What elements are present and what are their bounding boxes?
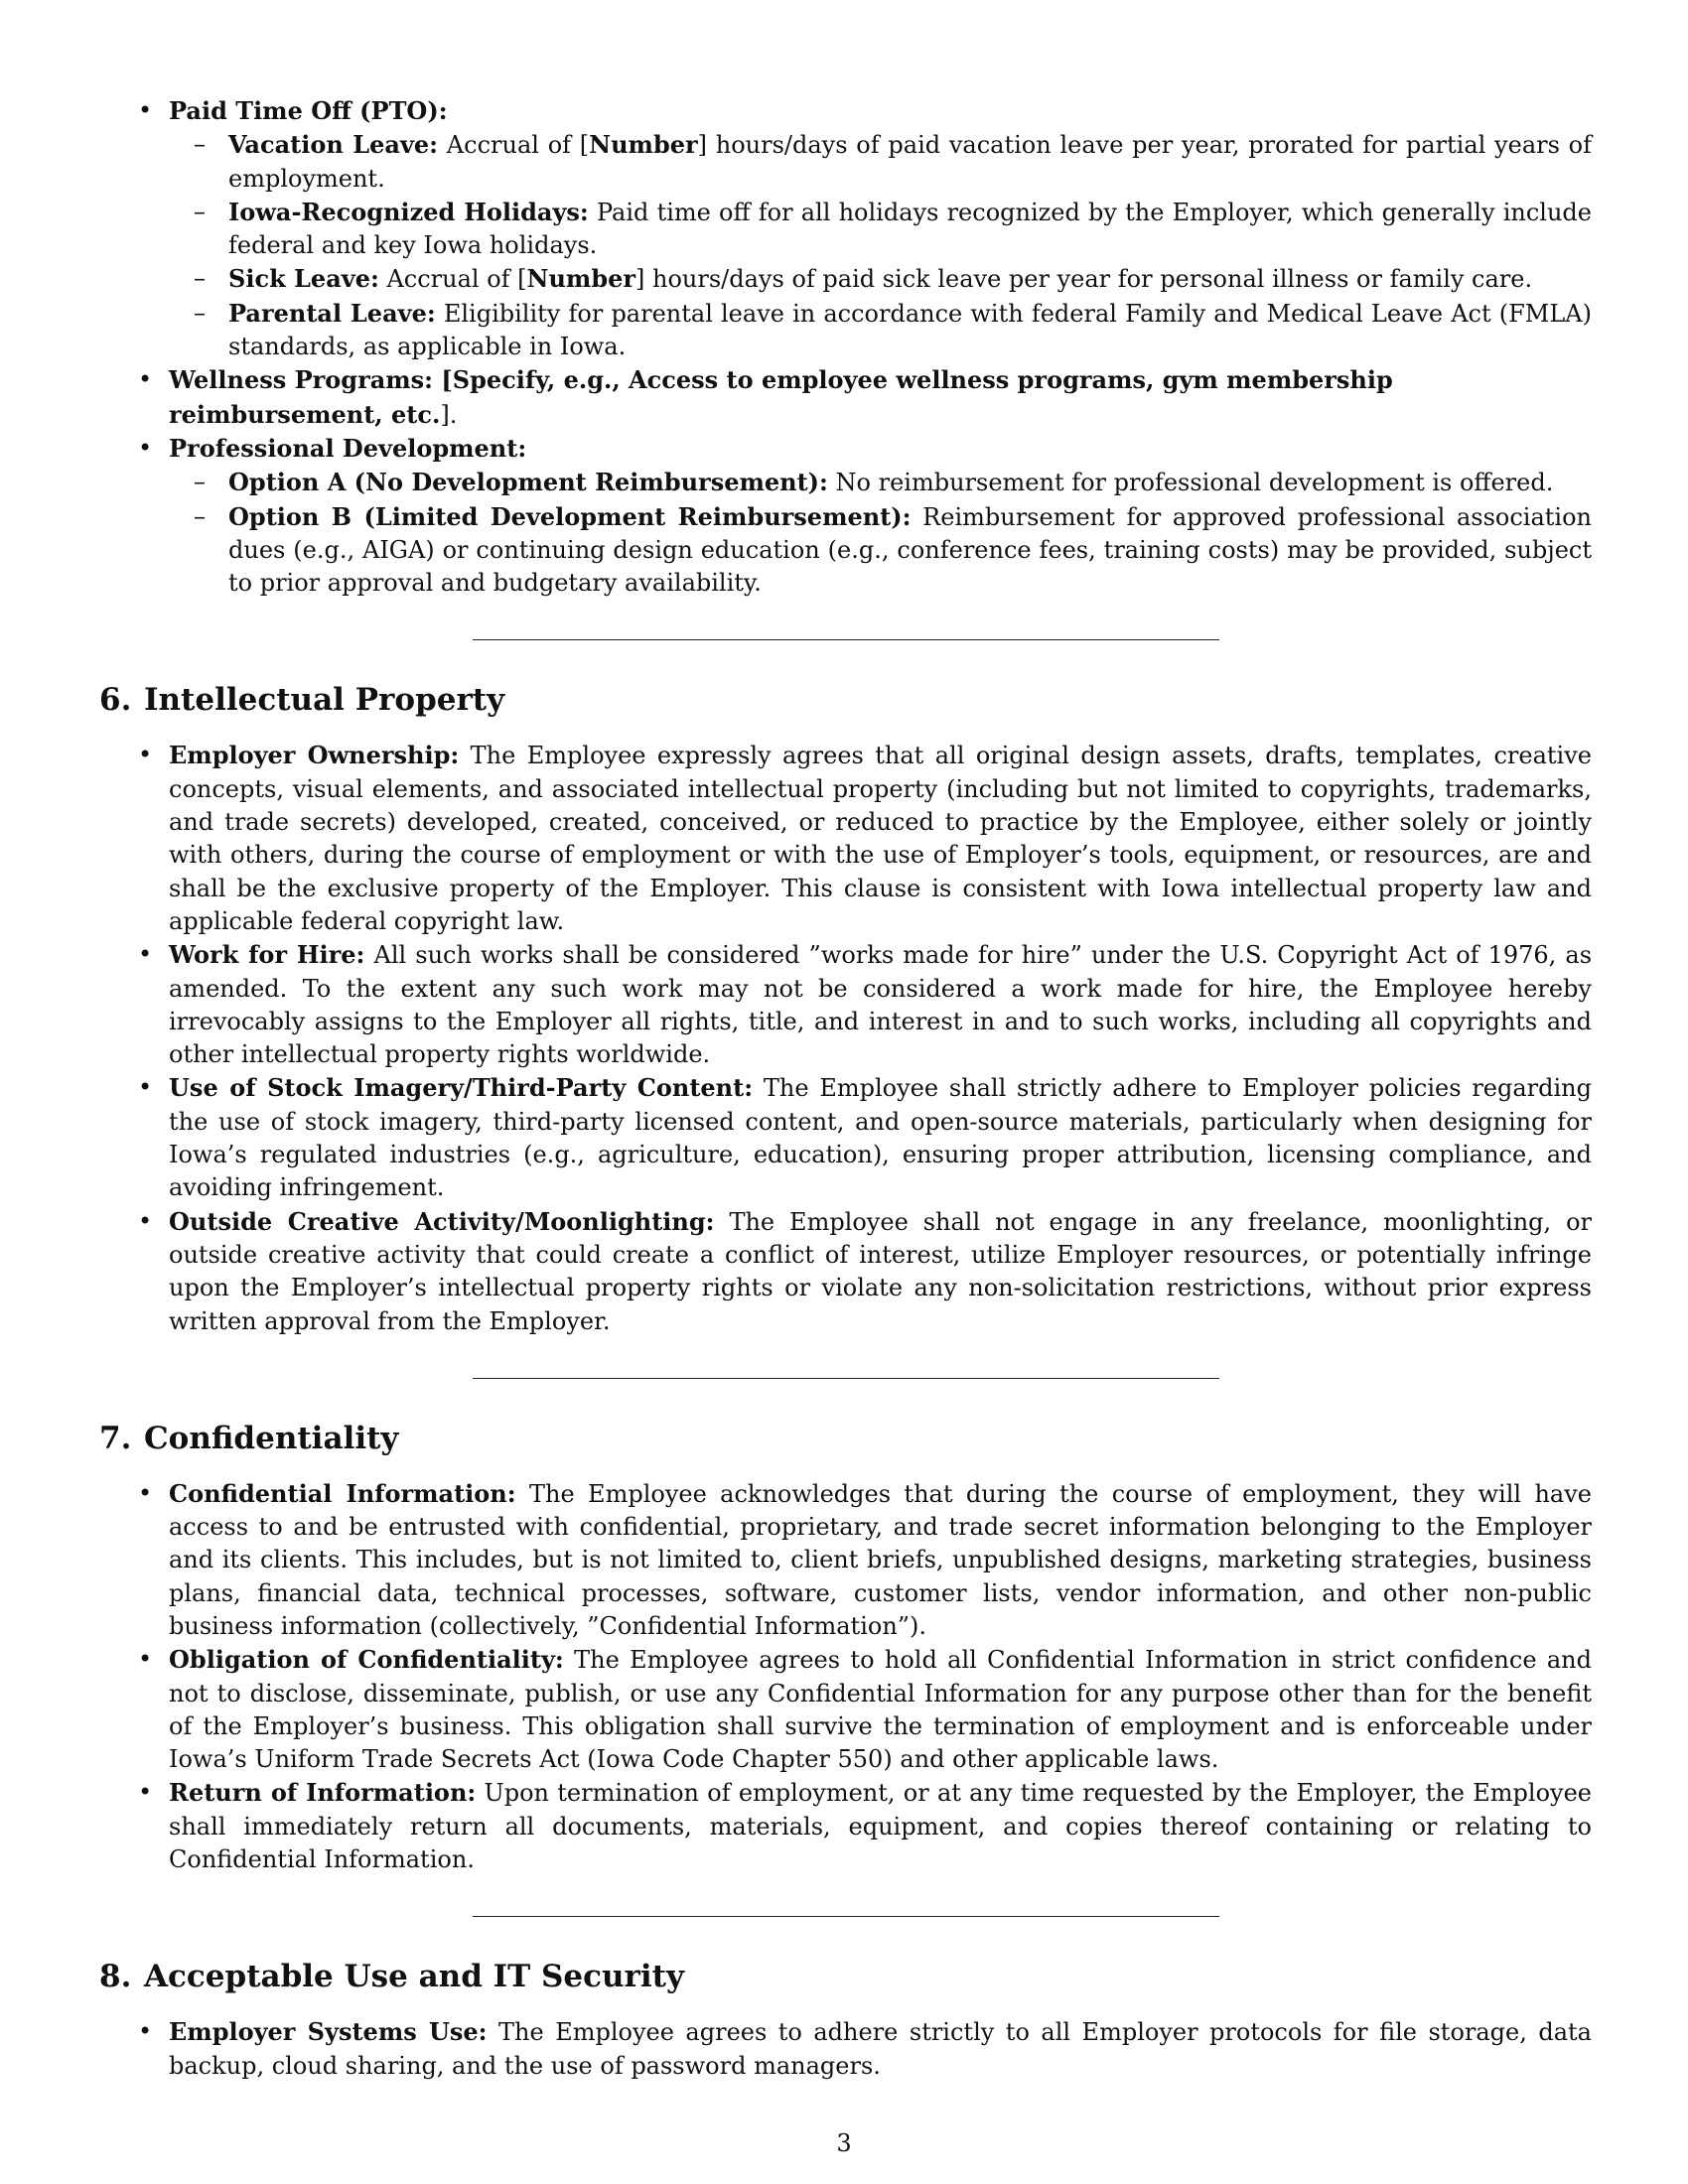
item-label: Option A (No Development Reimbursement): <box>228 468 828 497</box>
item-label: Confidential Information: <box>169 1478 516 1508</box>
item-text: Reimbursement for approved professional association dues (e.g., AIGA) or continuing design education (e.g., conference fees, training costs) may be provided, subject to prior approval and budgetary availability. <box>228 502 1592 598</box>
item-text: The Employee shall strictly adhere to Employer policies regarding the use of stock imagery, third-party licensed content, and open-source materials, particularly when designing for Iowa’s regulated industries (e.g., agriculture, education), ensuring proper attribution, licensing compliance, and avoiding infringement. <box>169 1074 1592 1202</box>
item-label: Iowa-Recognized Holidays: <box>228 197 589 226</box>
section-title: Acceptable Use and IT Security <box>144 1959 684 1995</box>
item-label: Option B (Limited Development Reimbursement): <box>228 501 912 531</box>
item-label: Employer Systems Use: <box>169 2017 488 2047</box>
list-item-holidays <box>169 196 1592 263</box>
placeholder-text: Specify, e.g., Access to employee wellness programs, gym membership reimbursement, etc. <box>169 365 1393 429</box>
list-item-professional-development <box>99 432 1592 600</box>
item-label: Vacation Leave: <box>228 130 439 160</box>
list-item-sick-leave <box>169 262 1592 296</box>
list-item-pto <box>99 94 1592 363</box>
item-label: Professional Development: <box>169 433 527 463</box>
item-text: All such works shall be considered ”works made for hire” under the U.S. Copyright Act of 1976, as amended. To the extent any such work may not be considered a work made for hire, the Employee hereby irrevocably assigns to the Employer all rights, title, and interest in and to such works, including all copyrights and other intellectual property rights worldwide. <box>169 941 1593 1069</box>
list-item <box>99 1071 1592 1204</box>
list-item <box>99 739 1592 938</box>
list-item <box>99 938 1592 1071</box>
section-title: Confidentiality <box>144 1420 399 1456</box>
page-content <box>99 94 1592 2083</box>
section-heading <box>99 1957 1592 1996</box>
item-text: ]. <box>440 400 458 429</box>
item-text: The Employee shall not engage in any freelance, moonlighting, or outside creative activity that could create a conflict of interest, utilize Employer resources, or potentially infringe upon the Employer’s intellectual property rights or violate any non-solicitation restrictions, without prior express written approval from the Employer. <box>169 1207 1593 1335</box>
item-text: Accrual of [ <box>378 265 527 294</box>
item-text: Accrual of [ <box>438 131 590 160</box>
placeholder-text: Number <box>526 264 636 294</box>
item-text: Paid time off for all holidays recognized by the Employer, which generally include federal and key Iowa holidays. <box>228 198 1592 260</box>
item-text: The Employee agrees to adhere strictly to all Employer protocols for file storage, data backup, cloud sharing, and the use of password managers. <box>169 2018 1592 2080</box>
pto-sublist <box>169 128 1592 363</box>
list-item-option-a <box>169 466 1592 499</box>
list-item-option-b <box>169 500 1592 601</box>
list-item <box>99 1477 1592 1643</box>
item-label: Outside Creative Activity/Moonlighting: <box>169 1206 715 1236</box>
list-item <box>99 1776 1592 1876</box>
item-label: Use of Stock Imagery/Third-Party Content: <box>169 1073 754 1103</box>
section-number: 7. <box>99 1420 132 1456</box>
item-label: Parental Leave: <box>228 298 436 328</box>
section-number: 8. <box>99 1959 132 1995</box>
list-item <box>99 2015 1592 2083</box>
item-text: The Employee expressly agrees that all original design assets, drafts, templates, creative concepts, visual elements, and associated intellectual property (including but not limited to copyrights, trademarks, and trade secrets) developed, created, conceived, or reduced to practice by the Employee, either solely or jointly with others, during the course of employment or with the use of Employer’s tools, equipment, or resources, are and shall be the exclusive property of the Employer. This clause is consistent with Iowa intellectual property law and applicable federal copyright law. <box>169 742 1592 935</box>
section-heading <box>99 680 1592 720</box>
item-text: [ <box>433 365 453 395</box>
list-item <box>99 1205 1592 1338</box>
section-divider <box>473 639 1219 640</box>
section6-list <box>99 739 1592 1337</box>
list-item-vacation <box>169 128 1592 196</box>
placeholder-text: Number <box>589 130 698 160</box>
item-text: ] hours/days of paid sick leave per year for personal illness or family care. <box>635 265 1533 294</box>
section-divider <box>473 1378 1219 1379</box>
page-number: 3 <box>836 2129 852 2157</box>
item-label: Wellness Programs: <box>169 365 434 395</box>
list-item-wellness <box>99 363 1592 432</box>
item-text: ] hours/days of paid vacation leave per year, prorated for partial years of employment. <box>228 131 1593 193</box>
item-label: Sick Leave: <box>228 264 379 294</box>
item-label: Return of Information: <box>169 1778 477 1808</box>
item-label: Work for Hire: <box>169 940 365 970</box>
item-label: Employer Ownership: <box>169 741 460 770</box>
section-title: Intellectual Property <box>144 682 505 719</box>
item-text: The Employee acknowledges that during the course of employment, they will have access to and be entrusted with confidential, proprietary, and trade secret information belonging to the Employer and its clients. This includes, but is not limited to, client briefs, unpublished designs, marketing strategies, business plans, financial data, technical processes, software, customer lists, vendor information, and other non-public business information (collectively, ”Confidential Information”). <box>169 1479 1592 1640</box>
list-item-parental-leave <box>169 297 1592 364</box>
item-label: Paid Time Off (PTO): <box>169 96 448 125</box>
section7-list <box>99 1477 1592 1877</box>
section-number: 6. <box>99 682 132 719</box>
profdev-sublist <box>169 466 1592 600</box>
benefits-list <box>99 94 1592 600</box>
item-text: Eligibility for parental leave in accordance with federal Family and Medical Leave Act (FMLA) standards, as applicable in Iowa. <box>228 299 1593 361</box>
item-text: Upon termination of employment, or at any time requested by the Employer, the Employee shall immediately return all documents, materials, equipment, and copies thereof containing or relating to Confidential Information. <box>169 1779 1592 1874</box>
item-text: The Employee agrees to hold all Confidential Information in strict confidence and not to disclose, disseminate, publish, or use any Confidential Information for any purpose other than for the benefit of the Employer’s business. This obligation shall survive the termination of employment and is enforceable under Iowa’s Uniform Trade Secrets Act (Iowa Code Chapter 550) and other applicable laws. <box>169 1646 1592 1774</box>
item-label: Obligation of Confidentiality: <box>169 1645 564 1675</box>
item-text: No reimbursement for professional development is offered. <box>827 469 1554 497</box>
section-heading <box>99 1419 1592 1458</box>
section-divider <box>473 1916 1219 1917</box>
list-item <box>99 1643 1592 1776</box>
section8-list <box>99 2015 1592 2083</box>
